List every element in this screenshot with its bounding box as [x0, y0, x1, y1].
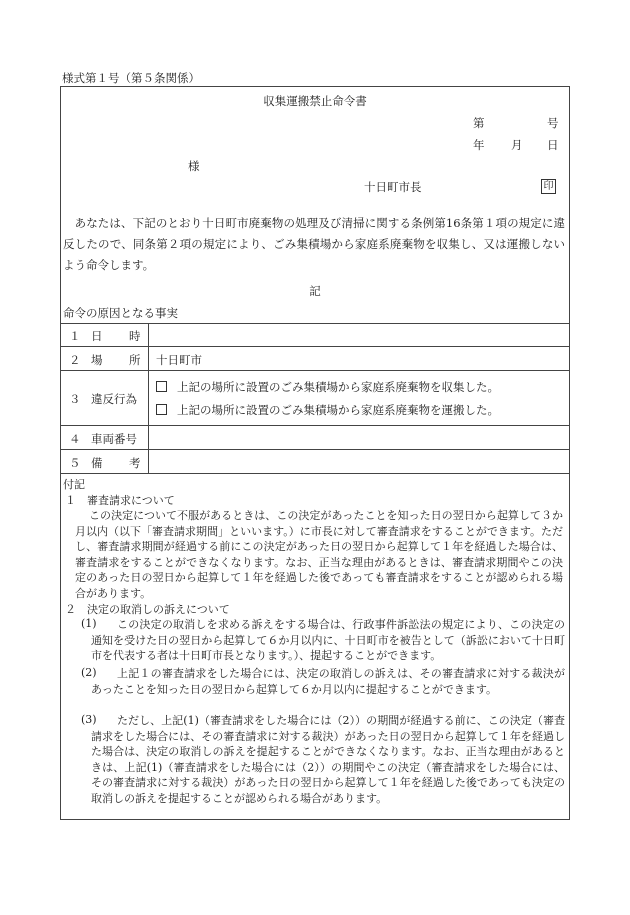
- row-label: 違反行為: [91, 392, 137, 406]
- row-label-part: 所: [129, 353, 141, 367]
- order-body-text: あなたは、下記のとおり十日町市廃棄物の処理及び清掃に関する条例第16条第１項の規定に違反したので、同条第２項の規定により、ごみ集積場から家庭系廃棄物を収集し、又は運搬しないよう命令します。: [63, 216, 565, 272]
- location-field[interactable]: 十日町市: [156, 353, 202, 367]
- row-number: ３: [69, 392, 81, 406]
- addressee-suffix: 様: [188, 159, 200, 173]
- date-month: 月: [511, 138, 523, 152]
- item-text: この決定の取消しを求める訴えをする場合は、行政事件訴訟法の規定により、この決定の通知を受けた日の翌日から起算して６か月以内に、十日町市を被告として（訴訟において十日町市を代表する者は十日町市長となります。）、提起することができます。: [91, 618, 565, 663]
- form-label: 様式第１号（第５条関係）: [62, 71, 200, 85]
- row-number: ５: [69, 456, 81, 470]
- checkbox[interactable]: [156, 381, 167, 392]
- row-label-part: 考: [129, 456, 141, 470]
- date-year: 年: [473, 138, 485, 152]
- number-suffix: 号: [547, 116, 559, 130]
- row-label: 車両番号: [91, 432, 137, 446]
- ki-mark: 記: [309, 284, 321, 298]
- item-text: 上記１の審査請求をした場合には、決定の取消しの訴えは、その審査請求に対する裁決があったことを知った日の翌日から起算して６か月以内に提起することができます。: [91, 667, 565, 696]
- violation-option[interactable]: [156, 379, 499, 395]
- section-1-text: この決定について不服があるときは、この決定があったことを知った日の翌日から起算して３か月以内（以下「審査請求期間」といいます。）に市長に対して審査請求をすることができます。ただし、審査請求期間が経過する前にこの決定があった日の翌日から起算して１年を経過した場合は、審査請求をすることができなくなります。なお、正当な理由があるときは、審査請求期間やこの決定のあった日の翌日から起算して１年を経過した後であっても審査請求をすることが認められる場合があります。: [75, 509, 563, 600]
- checkbox[interactable]: [156, 404, 167, 415]
- section-1-title: １ 審査請求について: [65, 494, 175, 507]
- violation-option-label: 上記の場所に設置のごみ集積場から家庭系廃棄物を収集した。: [177, 380, 499, 394]
- row-label-part: 時: [129, 329, 141, 343]
- order-form: [60, 86, 570, 820]
- violation-option-label: 上記の場所に設置のごみ集積場から家庭系廃棄物を運搬した。: [177, 403, 499, 417]
- section-2-title: ２ 決定の取消しの訴えについて: [65, 603, 230, 616]
- row-number: ４: [69, 432, 81, 446]
- item-number: (2): [81, 666, 97, 679]
- item-text: ただし、上記(1)（審査請求をした場合には（2））の期間が経過する前に、この決定（審査請求をした場合には、その審査請求に対する裁決）があった日の翌日から起算して１年を経過した場合は、決定の取消しの訴えを提起することができなくなります。なお、正当な理由があるときは、上記(1)（審査請求をした場合には（2））の期間やこの決定（審査請求をした場合には、その審査請求に対する裁決）があった日の翌日から起算して１年を経過した後であっても決定の取消しの訴えを提起することが認められる場合があります。: [91, 714, 565, 805]
- row-label-part: 場: [91, 353, 103, 367]
- notes-heading: 付記: [63, 478, 85, 491]
- row-label-part: 備: [91, 456, 103, 470]
- facts-heading: 命令の原因となる事実: [63, 306, 178, 320]
- row-number: ２: [69, 353, 81, 367]
- document-title: 収集運搬禁止命令書: [263, 94, 367, 108]
- issuer-name: 十日町市長: [364, 180, 422, 194]
- number-prefix: 第: [473, 116, 485, 130]
- seal-mark: 印: [541, 179, 556, 194]
- row-number: １: [69, 329, 81, 343]
- date-day: 日: [547, 138, 559, 152]
- item-number: (3): [81, 713, 97, 726]
- violation-option[interactable]: [156, 402, 499, 418]
- row-label-part: 日: [91, 329, 103, 343]
- item-number: (1): [81, 617, 97, 630]
